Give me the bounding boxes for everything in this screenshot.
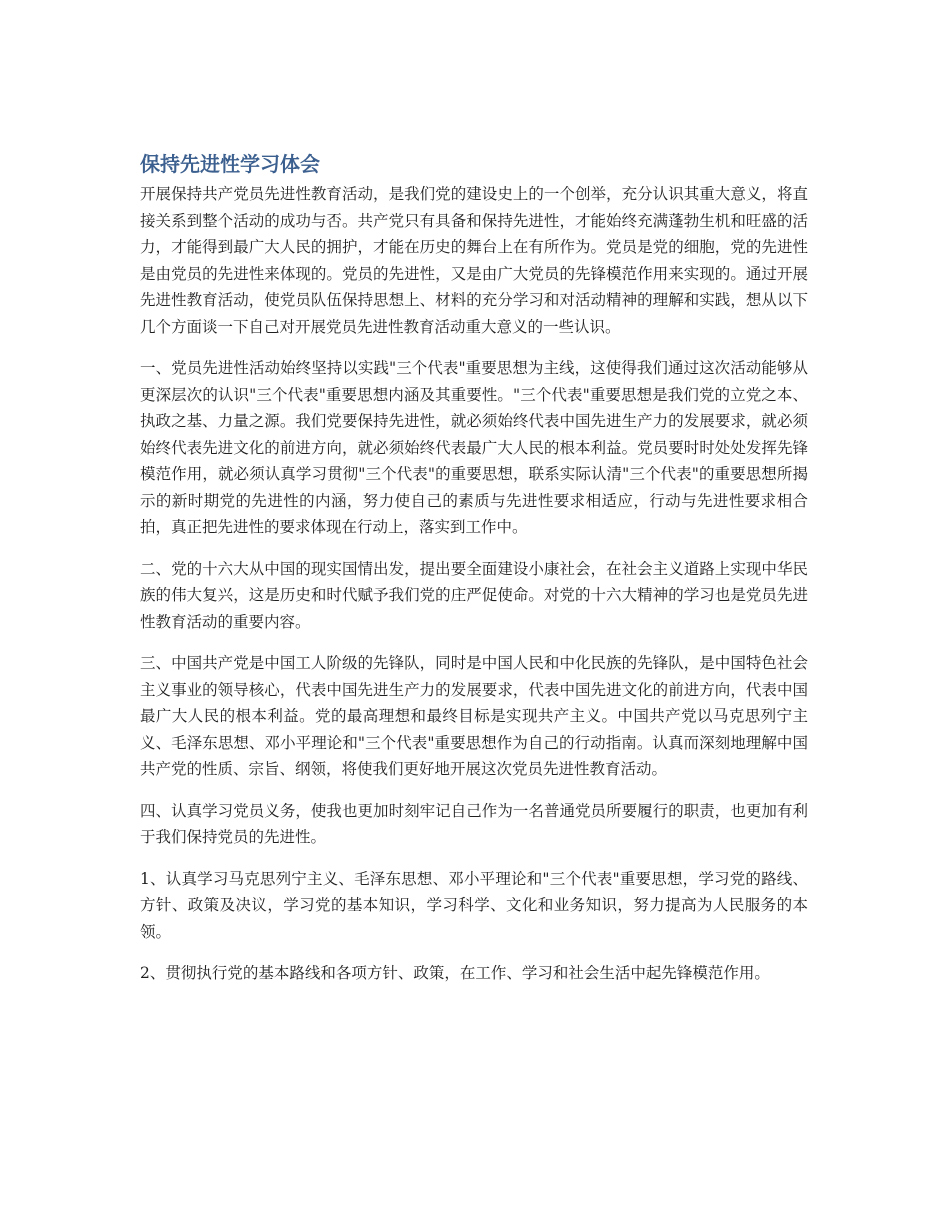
document-title: 保持先进性学习体会 (140, 152, 320, 176)
document-page (140, 147, 808, 1002)
paragraph-point-two: 二、党的十六大从中国的现实国情出发，提出要全面建设小康社会，在社会主义道路上实现中华民族的伟大复兴，这是历史和时代赋予我们党的庄严促使命。对党的十六大精神的学习也是党员先进性教育活动的重要内容。 (140, 559, 808, 631)
paragraph-point-four: 四、认真学习党员义务，使我也更加时刻牢记自己作为一名普通党员所要履行的职责，也更加有利于我们保持党员的先进性。 (140, 801, 808, 846)
paragraph-intro: 开展保持共产党员先进性教育活动，是我们党的建设史上的一个创举，充分认识其重大意义，将直接关系到整个活动的成功与否。共产党只有具备和保持先进性，才能始终充满蓬勃生机和旺盛的活力，才能得到最广大人民的拥护，才能在历史的舞台上在有所作为。党员是党的细胞，党的先进性是由党员的先进性来体现的。党员的先进性，又是由广大党员的先锋模范作用来实现的。通过开展先进性教育活动，使党员队伍保持思想上、材料的充分学习和对活动精神的理解和实践，想从以下几个方面谈一下自己对开展党员先进性教育活动重大意义的一些认识。 (140, 185, 808, 336)
paragraph-point-one: 一、党员先进性活动始终坚持以实践"三个代表"重要思想为主线，这使得我们通过这次活动能够从更深层次的认识"三个代表"重要思想内涵及其重要性。"三个代表"重要思想是我们党的立党之本、执政之基、力量之源。我们党要保持先进性，就必须始终代表中国先进生产力的发展要求，就必须始终代表先进文化的前进方向，就必须始终代表最广大人民的根本利益。党员要时时处处发挥先锋模范作用，就必须认真学习贯彻"三个代表"的重要思想，联系实际认清"三个代表"的重要思想所揭示的新时期党的先进性的内涵，努力使自己的素质与先进性要求相适应，行动与先进性要求相合拍，真正把先进性的要求体现在行动上，落实到工作中。 (140, 359, 808, 536)
paragraph-item-two: 2、贯彻执行党的基本路线和各项方针、政策，在工作、学习和社会生活中起先锋模范作用。 (140, 964, 770, 982)
paragraph-point-three: 三、中国共产党是中国工人阶级的先锋队，同时是中国人民和中化民族的先锋队，是中国特色社会主义事业的领导核心，代表中国先进生产力的发展要求，代表中国先进文化的前进方向，代表中国最广大人民的根本利益。党的最高理想和最终目标是实现共产主义。中国共产党以马克思列宁主义、毛泽东思想、邓小平理论和"三个代表"重要思想作为自己的行动指南。认真而深刻地理解中国共产党的性质、宗旨、纲领，将使我们更好地开展这次党员先进性教育活动。 (140, 654, 808, 778)
paragraph-item-one: 1、认真学习马克思列宁主义、毛泽东思想、邓小平理论和"三个代表"重要思想，学习党的路线、方针、政策及决议，学习党的基本知识，学习科学、文化和业务知识，努力提高为人民服务的本领。 (140, 869, 808, 941)
